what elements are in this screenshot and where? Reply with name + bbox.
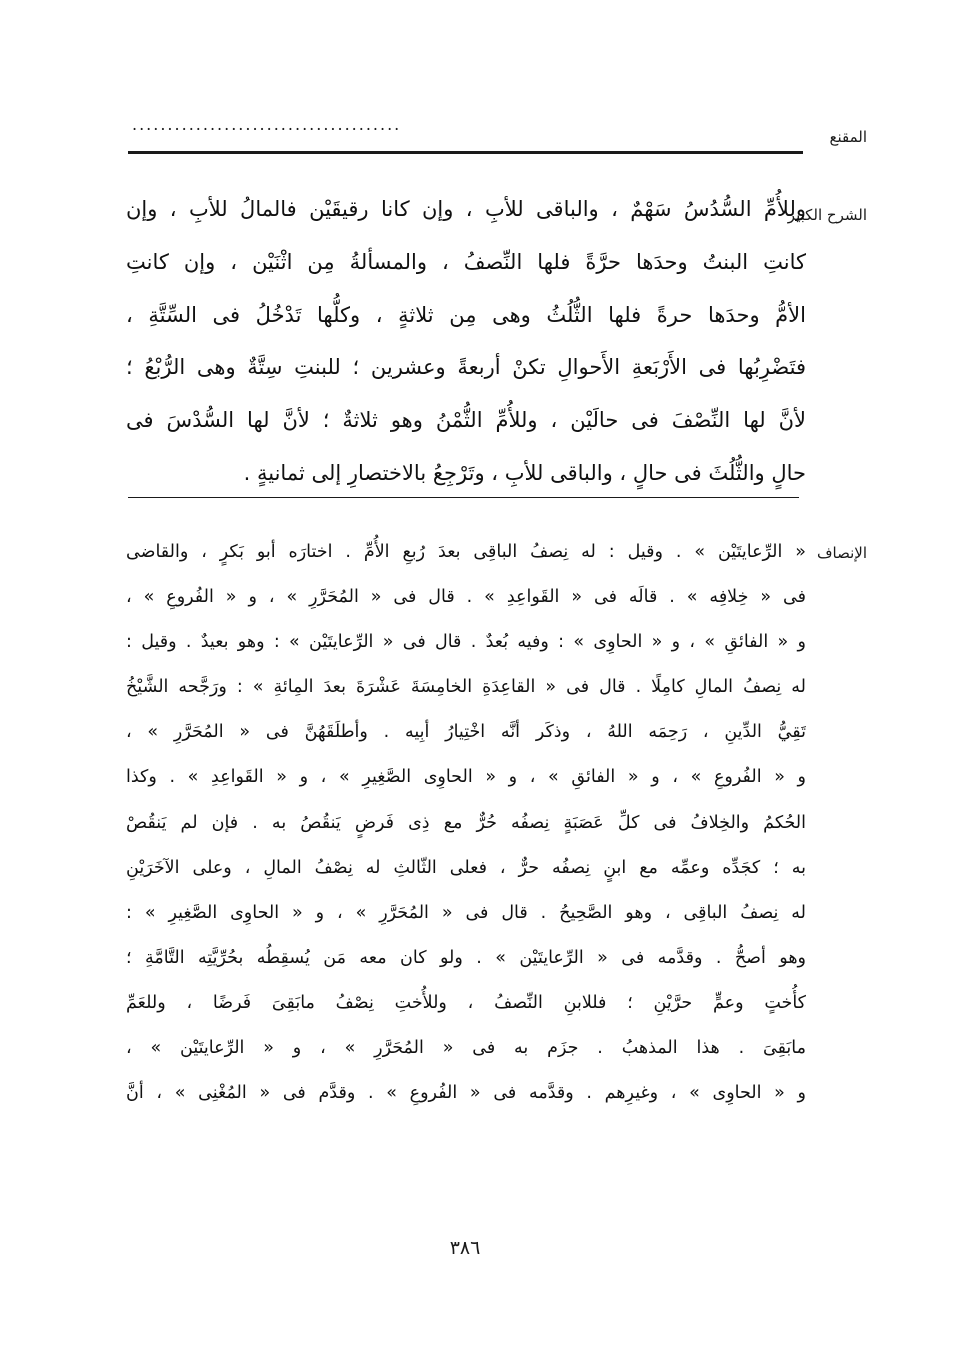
insaf-line: الحُكمُ والخِلافُ فى كلِّ عَصَبَةٍ نِصفُه حُرٌّ مع ذِى فَرضٍ يَنقُصُ به . فإن لم يَنقُصْ [126,812,806,833]
page-number: ٣٨٦ [449,1237,481,1259]
insaf-line: به ؛ كجَدِّه وعمِّه مع ابنٍ نِصفُه حرٌّ ، فعلى الثّالثِ له نِصْفُ المالِ ، وعلى الآخَرَيْنِ [126,857,806,878]
section-label-sharh: الشرح الكبير [787,206,867,224]
sharh-line: الأمُّ وحدَها حرةً فلها الثُّلُثُ وهى مِن ثلاثةٍ ، وكلُّها تَدْخُلُ فى السِّتَّةِ ، [126,302,806,327]
sharh-line: وللأُمِّ السُّدُسُ سَهْمٌ ، والباقى للأبِ ، وإن كانا رقيقَيْن فالمالُ للأبِ ، وإن [126,197,806,221]
insaf-line: و « الفُروعِ » ، و « الفائقِ » ، و « الحاوِى الصَّغِيرِ » ، و « القَواعِدِ » . وكذا [126,767,806,788]
section-label-insaf: الإنصاف [816,544,867,562]
insaf-line: و « الفائقِ » ، و « الحاوِى » : وفيه بُعدٌ . قال فى « الرِّعايتَيْن » : وهو بعيدٌ . وقيل : [126,632,806,653]
insaf-line: فى « خِلافِه » . قالَه فى « القَواعِدِ » . قال فى « المُحَرَّرِ » ، و « الفُروعِ » ، [126,587,806,608]
sharh-line: حالٍ والثُّلُثَ فى حالٍ ، والباقى للأبِ ، وتَرْجِعُ بالاختصارِ إلى ثمانيةٍ . [243,460,806,485]
header-dotted-line: ...................................... [132,118,402,132]
sharh-line: لأنَّ لها النِّصْفَ فى حالَيْن ، وللأُمِّ الثُّمْنُ وهو ثلاثةٌ ؛ لأنَّ لها السُّدْسَ فى [126,408,806,433]
insaf-line: مابَقِىَ . هذا المذهبُ . جزَم به فى « المُحَرَّرِ » ، و « الرِّعايتَيْن » ، [126,1038,806,1059]
insaf-line: « الرِّعايتَيْن » . وقيل : له نِصفُ الباقِى بعدَ رُبعِ الأُمِّ . اختارَه أبو بَكرٍ ، والقاضى [126,542,806,562]
header-rule [128,151,803,154]
sharh-line: كانتِ البنتُ وحدَها حرَّةً فلها النِّصفُ ، والمسألةُ مِن اثْنَيْن ، وإن كانتِ [126,249,806,274]
insaf-line: كأُختٍ وعمٍّ حرَّيْنِ ؛ فللابنِ النِّصفُ ، وللأُختِ نِصْفُ مابَقِىَ فَرضًا ، وللعَمِّ [126,992,806,1013]
header-label-muqni: المقنع [829,128,867,146]
section-divider [128,497,799,498]
insaf-line: له نِصفُ الباقِى ، وهو الصَّحِيحُ . قال فى « المُحَرَّرِ » ، و « الحاوِى الصَّغِيرِ » : [126,902,806,923]
insaf-line: و « الحاوِى » ، وغيرِهم . وقدَّمه فى « الفُروعِ » . وقدَّم فى « المُغْنِى » ، أنَّ [126,1083,806,1104]
sharh-line: فتَضْرِبُها فى الأَرْبَعةِ الأَحوالِ تكنْ أربعةً وعشرين ؛ للبنتِ سِتَّةٌ وهى الرُّبْعُ ؛ [126,355,806,380]
insaf-text-block [126,530,806,1116]
sharh-text-block [126,183,806,500]
insaf-line: له نِصفُ المالِ كامِلًا . قال فى « القاعِدَةِ الخامِسَةَ عَشْرَةَ بعدَ المِائةِ » : ورَجَّحه الشَّيْخُ [126,677,806,698]
insaf-line: تَقِيُّ الدِّينِ ، رَحِمَه اللهُ ، وذكَر أنَّه اخْتِيارُ أبِيه . وأطلَقَهُنَّ فى « المُحَرَّرِ » ، [126,722,806,743]
insaf-line: وهو أصحُّ . وقدَّمه فى « الرِّعايتَيْن » . ولو كان معه مَن يُسقِطُه بحُرِّيَّتِه التَّامَّةِ ؛ [126,947,806,968]
